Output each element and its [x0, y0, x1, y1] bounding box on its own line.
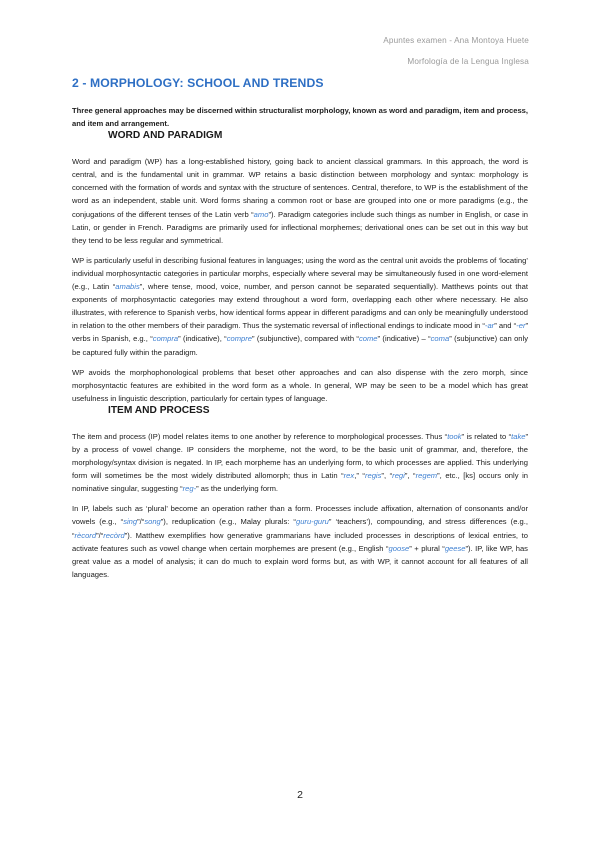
- paragraph-text: ” by a process of vowel change. IP considers the morpheme, not the word, to be the basic unit of grammar, and, therefore, the morphology/syntax division is negated. In IP, each morpheme has an underlying form, to which processes are applied. This underlying form will sometimes be the most widely distributed allomorph; thus in Latin “: [72, 431, 528, 481]
- paragraph-text: ” as the underlying form.: [196, 484, 279, 494]
- example-term: rècord: [74, 530, 97, 540]
- section-heading-word-and-paradigm: WORD AND PARADIGM: [108, 130, 223, 142]
- header-subject: Morfología de la Lengua Inglesa: [407, 57, 529, 66]
- paragraph-text: ,” “: [354, 471, 365, 481]
- paragraph-text: WP is particularly useful in describing fusional features in languages; using the word as the central unit avoids the problems of ‘locating’ individual morphosyntactic categories in particular morphs, especially where several may be simultaneously fused in one word-element (e.g., Latin “: [72, 255, 528, 292]
- intro-paragraph: Three general approaches may be discerned within structuralist morphology, known as word and paradigm, item and process, and item and arrangement.: [72, 106, 529, 129]
- example-term: song: [144, 517, 161, 527]
- example-term: amabis: [115, 282, 140, 292]
- paragraph-text: The item and process (IP) model relates items to one another by reference to morphological processes. Thus “: [72, 431, 448, 441]
- section-heading-item-and-process: ITEM AND PROCESS: [108, 404, 210, 416]
- paragraph-text: ”, where tense, mood, voice, number, and person cannot be separated sequentially). Matthews points out that exponents of morphosyntactic categories may extend throughout a word form, overlapping each other where necessary. He also illustrates, with reference to Spanish verbs, how identical forms appear in different paradigms and can only be meaningfully understood in relation to the other members of their paradigm. Thus the systematic reversal of inflectional endings to indicate mood in “: [72, 282, 528, 331]
- ip-paragraph-2: [72, 502, 528, 581]
- paragraph-text: ” is related to “: [461, 431, 512, 441]
- example-term: regis: [364, 471, 382, 481]
- example-term: goose: [388, 543, 410, 553]
- paragraph-text: ”/“: [96, 530, 104, 540]
- example-term: rex: [343, 471, 355, 481]
- paragraph-text: ” and “: [494, 321, 517, 331]
- example-term: geese: [444, 543, 466, 553]
- paragraph-text: ” (indicative), “: [178, 334, 227, 344]
- example-term: guru-guru: [295, 517, 329, 527]
- header-author: Apuntes examen - Ana Montoya Huete: [383, 36, 529, 45]
- page-number: 2: [297, 789, 303, 801]
- wp-paragraph-3: WP avoids the morphophonological problems that beset other approaches and can also dispense with the zero morph, since morphosyntactic features are exhibited in the word form as a whole. In general, WP may be seen to be a model which has great usefulness in linguistic description, particularly for certain types of language.: [72, 367, 528, 403]
- paragraph-text: ”), reduplication (e.g., Malay plurals: “: [160, 517, 296, 527]
- paragraph-text: ”). IP, like WP, has great value as a model of analysis; it can do much to explain word forms but, as with WP, it cannot account for all features of all languages.: [72, 543, 528, 579]
- example-term: coma: [430, 334, 450, 344]
- paragraph-text: ” (subjunctive), compared with “: [252, 334, 359, 344]
- example-term: -ar: [484, 321, 495, 331]
- chapter-title: 2 - MORPHOLOGY: SCHOOL AND TRENDS: [72, 76, 324, 90]
- wp-paragraph-1: [72, 155, 528, 247]
- paragraph-text: In IP, labels such as ‘plural’ become an operation rather than a form. Processes include affixation, alternation of consonants and/or vowels (e.g., “: [72, 504, 528, 527]
- page-header: [383, 36, 529, 66]
- example-term: compre: [226, 334, 253, 344]
- example-term: took: [447, 431, 462, 441]
- example-term: reg-: [182, 484, 197, 494]
- paragraph-text: ”, “: [404, 471, 416, 481]
- paragraph-text: ” + plural “: [409, 543, 445, 553]
- example-term: regem: [415, 471, 438, 481]
- paragraph-text: ” (indicative) – “: [377, 334, 431, 344]
- paragraph-text: ” ‘teachers’), compounding, and stress differences (e.g., “: [72, 517, 528, 540]
- paragraph-text: ”/“: [137, 517, 145, 527]
- example-term: amo: [253, 209, 269, 219]
- paragraph-text: ” verbs in Spanish, e.g., “: [72, 321, 528, 344]
- ip-paragraph-1: [72, 430, 528, 495]
- paragraph-text: Word and paradigm (WP) has a long-established history, going back to ancient classical grammars. In this approach, the word is central, and is the fundamental unit in grammar. WP retains a basic distinction between morphology and syntax: morphology is concerned with the formation of words and syntax with the structure of sentences. Central, therefore, to WP is the establishment of the word as an independent, stable unit. Word forms sharing a common root or base are grouped into one or more paradigms (e.g., the conjugations of the different tenses of the Latin verb “: [72, 157, 528, 219]
- example-term: recòrd: [103, 530, 125, 540]
- paragraph-text: ” (subjunctive) can only be captured fully within the paradigm.: [72, 334, 529, 357]
- paragraph-text: ”). Matthew exemplifies how generative grammarians have included processes in descriptions of lexical entries, to activate features such as vowel change when certain morphemes are present (e.g., English “: [72, 530, 528, 553]
- example-term: -er: [516, 321, 526, 331]
- page-content: [72, 76, 528, 581]
- paragraph-text: ”, etc., [ks] occurs only in nominative singular, suggesting “: [72, 471, 529, 494]
- example-term: sing: [123, 517, 138, 527]
- example-term: compra: [152, 334, 179, 344]
- example-term: come: [358, 334, 378, 344]
- paragraph-text: ”, “: [381, 471, 393, 481]
- example-term: take: [511, 431, 526, 441]
- example-term: regi: [392, 471, 405, 481]
- paragraph-text: ”). Paradigm categories include such things as number in English, or case in Latin, or gender in French. Paradigms are primarily used for inflectional morphemes; derivational ones can be set out in this way but they tend to be less regular and symmetrical.: [72, 209, 528, 245]
- wp-paragraph-2: [72, 254, 528, 359]
